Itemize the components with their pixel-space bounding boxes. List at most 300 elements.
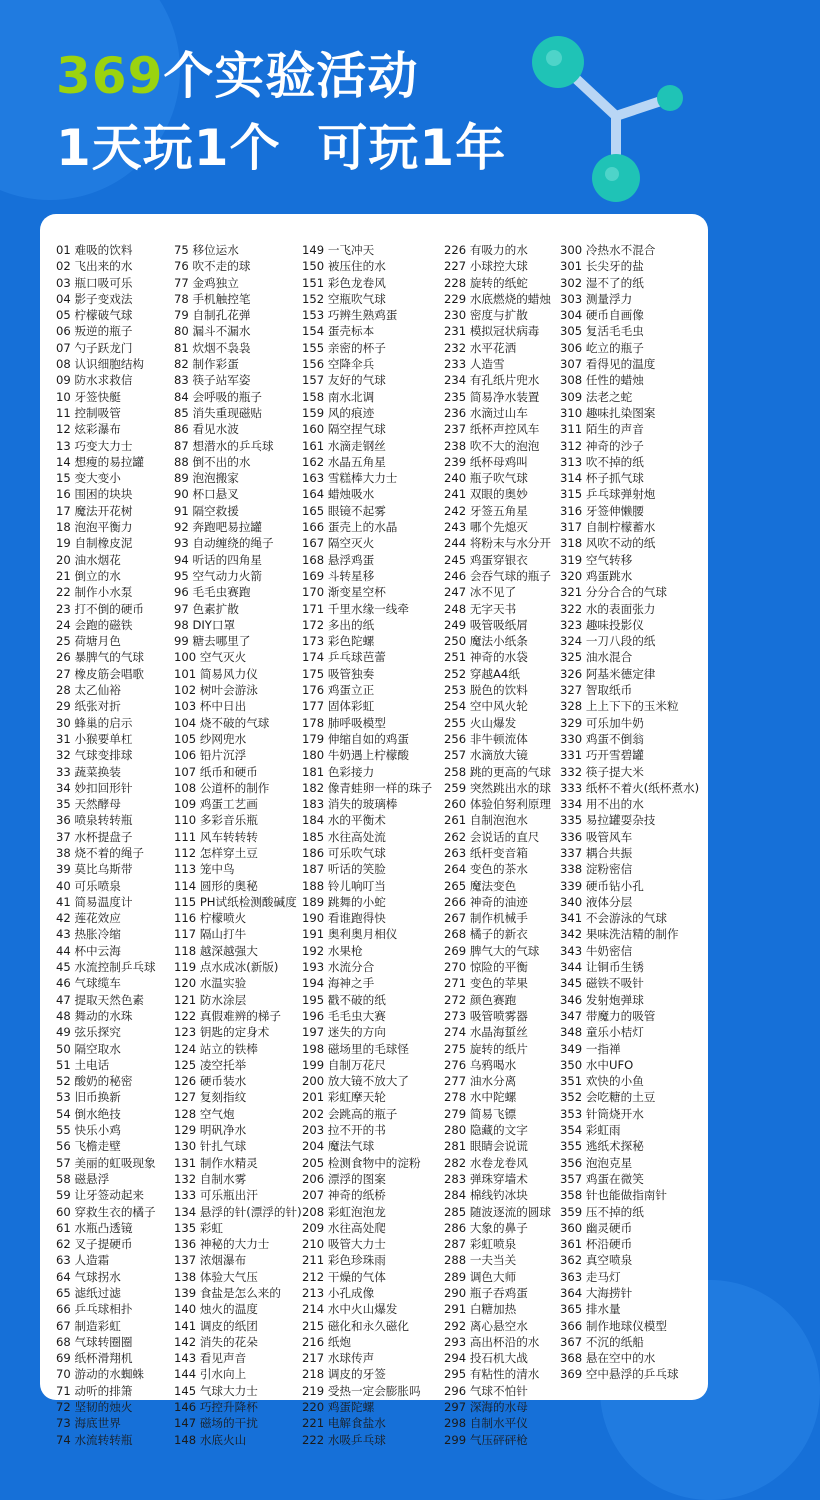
experiment-item: 353 针筒烧开水 [560, 1106, 644, 1121]
experiment-item: 203 拉不开的书 [302, 1123, 386, 1138]
experiment-item: 79 自制孔花弹 [174, 308, 251, 323]
experiment-item: 291 白糖加热 [444, 1302, 517, 1317]
experiment-item: 104 烧不破的气球 [174, 715, 270, 730]
experiment-item: 293 高出杯沿的水 [444, 1334, 540, 1349]
experiment-item: 107 纸币和硬币 [174, 764, 258, 779]
experiment-item: 300 冷热水不混合 [560, 243, 656, 257]
experiment-item: 37 水杯提盘子 [56, 829, 133, 844]
experiment-item: 39 莫比乌斯带 [56, 862, 133, 877]
experiment-item: 17 魔法开花树 [56, 503, 133, 518]
experiment-item: 165 眼镜不起雾 [302, 503, 386, 518]
experiment-item: 176 鸡蛋立正 [302, 683, 375, 698]
experiment-item: 350 水中UFO [560, 1057, 634, 1072]
experiment-item: 330 鸡蛋不倒翁 [560, 731, 644, 746]
experiment-item: 123 钥匙的定身术 [174, 1025, 270, 1040]
experiment-item: 206 漂浮的图案 [302, 1171, 386, 1186]
experiment-item: 38 烧不着的绳子 [56, 845, 145, 860]
experiment-item: 187 听话的笑脸 [302, 862, 386, 877]
experiment-item: 05 柠檬破气球 [56, 308, 133, 323]
experiment-item: 34 妙扣回形针 [56, 780, 133, 795]
experiment-item: 138 体验大气压 [174, 1269, 258, 1284]
experiment-column-2 [174, 242, 302, 1448]
experiment-item: 16 围困的块块 [56, 487, 133, 502]
experiment-item: 76 吹不走的球 [174, 259, 251, 274]
experiment-item: 132 自制水雾 [174, 1171, 247, 1186]
experiment-item: 110 多彩音乐瓶 [174, 813, 258, 828]
experiment-item: 170 渐变星空杯 [302, 585, 386, 600]
experiment-item: 331 巧开雪碧罐 [560, 748, 644, 763]
experiment-item: 307 看得见的温度 [560, 357, 656, 372]
experiment-item: 12 炫彩瀑布 [56, 422, 121, 437]
experiment-item: 75 移位运水 [174, 243, 239, 257]
experiment-item: 145 气球大力士 [174, 1383, 258, 1398]
experiment-item: 239 纸杯母鸡叫 [444, 454, 528, 469]
experiment-item: 152 空瓶吹气球 [302, 291, 386, 306]
experiment-item: 205 检测食物中的淀粉 [302, 1155, 421, 1170]
experiment-item: 45 水流控制乒乓球 [56, 960, 156, 975]
experiment-item: 317 自制柠檬蓄水 [560, 520, 656, 535]
experiment-item: 323 趣味投影仪 [560, 617, 644, 632]
experiment-item: 173 彩色陀螺 [302, 634, 375, 649]
experiment-item: 296 气球不怕针 [444, 1383, 528, 1398]
experiment-item: 320 鸡蛋跳水 [560, 568, 633, 583]
experiment-item: 71 动听的排箫 [56, 1383, 133, 1398]
experiment-item: 168 悬浮鸡蛋 [302, 552, 375, 567]
experiment-item: 258 跳的更高的气球 [444, 764, 551, 779]
experiment-item: 228 旋转的纸蛇 [444, 275, 528, 290]
experiment-item: 359 压不掉的纸 [560, 1204, 644, 1219]
experiment-item: 250 魔法小纸条 [444, 634, 528, 649]
experiment-item: 210 吸管大力士 [302, 1237, 386, 1252]
experiment-item: 61 水瓶凸透镜 [56, 1220, 133, 1235]
experiment-item: 98 DIY口罩 [174, 617, 236, 632]
experiment-item: 25 荷塘月色 [56, 634, 121, 649]
experiment-item: 204 魔法气球 [302, 1139, 375, 1154]
experiment-item: 356 泡泡克星 [560, 1155, 633, 1170]
experiment-item: 280 隐藏的文字 [444, 1123, 528, 1138]
experiment-item: 222 水吸乒乓球 [302, 1432, 386, 1447]
experiment-item: 301 长尖牙的盐 [560, 259, 644, 274]
experiment-item: 64 气球拐水 [56, 1269, 121, 1284]
experiment-item: 184 水的平衡术 [302, 813, 386, 828]
experiment-item: 220 鸡蛋陀螺 [302, 1400, 375, 1415]
experiment-item: 122 真假难辨的梯子 [174, 1008, 281, 1023]
experiment-item: 188 铃儿响叮当 [302, 878, 386, 893]
experiment-item: 249 吸管吸纸屑 [444, 617, 528, 632]
experiment-item: 130 针扎气球 [174, 1139, 247, 1154]
experiment-item: 109 鸡蛋工艺画 [174, 797, 258, 812]
experiment-item: 31 小猴要单杠 [56, 731, 133, 746]
experiment-item: 368 悬在空中的水 [560, 1351, 656, 1366]
experiment-item: 259 突然跳出水的球 [444, 780, 551, 795]
experiment-item: 310 趣味扎染图案 [560, 405, 656, 420]
experiment-item: 20 油水烟花 [56, 552, 121, 567]
experiment-item: 166 蛋壳上的水晶 [302, 520, 398, 535]
experiment-item: 154 蛋壳标本 [302, 324, 375, 339]
experiment-item: 361 杯沿硬币 [560, 1237, 633, 1252]
experiment-item: 33 蔬菜换装 [56, 764, 121, 779]
experiment-item: 21 倒立的水 [56, 568, 121, 583]
experiment-item: 214 水中火山爆发 [302, 1302, 398, 1317]
experiment-item: 06 叛逆的瓶子 [56, 324, 133, 339]
experiment-item: 260 体验伯努利原理 [444, 797, 551, 812]
experiment-item: 345 磁铁不吸针 [560, 976, 644, 991]
experiment-item: 144 引水向上 [174, 1367, 247, 1382]
headline-part-b: 可玩1年 [317, 119, 507, 177]
experiment-item: 115 PH试纸检测酸碱度 [174, 894, 297, 909]
experiment-item: 308 任性的蜡烛 [560, 373, 644, 388]
experiment-item: 82 制作彩蛋 [174, 357, 239, 372]
experiment-item: 226 有吸力的水 [444, 243, 528, 257]
experiment-item: 128 空气炮 [174, 1106, 235, 1121]
experiment-item: 114 圆形的奥秘 [174, 878, 258, 893]
experiment-item: 227 小球控大球 [444, 259, 528, 274]
experiment-item: 272 颜色赛跑 [444, 992, 517, 1007]
experiment-item: 207 神奇的纸桥 [302, 1188, 386, 1203]
experiment-item: 174 乒乓球芭蕾 [302, 650, 386, 665]
headline-part-a: 1天玩1个 [56, 119, 281, 177]
experiment-item: 273 吸管喷雾器 [444, 1008, 528, 1023]
experiment-item: 158 南水北调 [302, 389, 375, 404]
experiment-item: 60 穿救生衣的橘子 [56, 1204, 156, 1219]
experiment-item: 262 会说话的直尺 [444, 829, 540, 844]
experiment-item: 62 叉子提硬币 [56, 1237, 133, 1252]
experiment-item: 137 浓烟瀑布 [174, 1253, 247, 1268]
experiment-item: 169 斗转星移 [302, 568, 375, 583]
experiment-item: 103 杯中日出 [174, 699, 247, 714]
experiment-item: 72 坚韧的烛火 [56, 1400, 133, 1415]
experiment-item: 333 纸杯不着火(纸杯煮水) [560, 780, 700, 795]
experiment-item: 94 听话的四角星 [174, 552, 263, 567]
experiment-item: 312 神奇的沙子 [560, 438, 644, 453]
experiment-item: 326 阿基米德定律 [560, 666, 656, 681]
experiment-item: 342 果味洗洁精的制作 [560, 927, 679, 942]
experiment-item: 151 彩色龙卷风 [302, 275, 386, 290]
experiment-item: 255 火山爆发 [444, 715, 517, 730]
experiment-item: 343 牛奶密信 [560, 943, 633, 958]
experiment-item: 163 雪糕棒大力士 [302, 471, 398, 486]
experiment-item: 153 巧辨生熟鸡蛋 [302, 308, 398, 323]
experiment-item: 102 树叶会游泳 [174, 683, 258, 698]
experiment-item: 270 惊险的平衡 [444, 960, 528, 975]
experiment-item: 84 会呼吸的瓶子 [174, 389, 263, 404]
experiment-item: 190 看谁跑得快 [302, 911, 386, 926]
experiment-item: 211 彩色珍珠雨 [302, 1253, 386, 1268]
experiment-item: 215 磁化和永久磁化 [302, 1318, 409, 1333]
experiment-item: 69 纸杯滑翔机 [56, 1351, 133, 1366]
experiment-item: 290 瓶子吞鸡蛋 [444, 1286, 528, 1300]
experiment-column-4 [444, 242, 551, 1448]
experiment-item: 369 空中悬浮的乒乓球 [560, 1367, 679, 1382]
experiment-item: 303 测量浮力 [560, 291, 633, 306]
experiment-item: 348 童乐小桔灯 [560, 1025, 644, 1040]
experiment-item: 341 不会游泳的气球 [560, 911, 667, 926]
experiment-item: 349 一指禅 [560, 1041, 621, 1056]
experiment-item: 87 想潜水的乒乓球 [174, 438, 274, 453]
experiment-item: 266 神奇的油迹 [444, 894, 528, 909]
experiment-item: 216 纸炮 [302, 1334, 352, 1349]
experiment-item: 01 难吸的饮料 [56, 243, 133, 257]
experiment-item: 133 可乐瓶出汗 [174, 1188, 258, 1203]
experiment-item: 139 食盐是怎么来的 [174, 1286, 281, 1300]
experiment-item: 263 纸杆变音箱 [444, 845, 528, 860]
experiment-item: 281 眼睛会说谎 [444, 1139, 528, 1154]
experiment-item: 202 会跳高的瓶子 [302, 1106, 398, 1121]
experiment-item: 234 有孔纸片兜水 [444, 373, 540, 388]
experiment-item: 355 逃纸术探秘 [560, 1139, 644, 1154]
experiment-item: 243 哪个先熄灭 [444, 520, 528, 535]
experiment-item: 212 干燥的气体 [302, 1269, 386, 1284]
experiment-item: 319 空气转移 [560, 552, 633, 567]
experiment-item: 230 密度与扩散 [444, 308, 528, 323]
experiment-item: 218 调皮的牙签 [302, 1367, 386, 1382]
experiment-item: 191 奥利奥月相仪 [302, 927, 398, 942]
experiment-item: 283 弹珠穿墙术 [444, 1171, 528, 1186]
experiment-item: 198 磁场里的毛球怪 [302, 1041, 409, 1056]
experiment-item: 221 电解食盐水 [302, 1416, 386, 1431]
experiment-item: 245 鸡蛋穿银衣 [444, 552, 528, 567]
experiment-item: 80 漏斗不漏水 [174, 324, 251, 339]
experiment-item: 159 风的痕迹 [302, 405, 375, 420]
experiment-item: 129 明矾净水 [174, 1123, 247, 1138]
experiment-item: 68 气球转圈圈 [56, 1334, 133, 1349]
experiment-item: 140 烛火的温度 [174, 1302, 258, 1317]
experiment-item: 106 铅片沉浮 [174, 748, 247, 763]
experiment-item: 35 天然酵母 [56, 797, 121, 812]
experiment-item: 194 海神之手 [302, 976, 375, 991]
experiment-item: 344 让铜币生锈 [560, 960, 644, 975]
experiment-column-1 [56, 242, 156, 1448]
experiment-item: 142 消失的花朵 [174, 1334, 258, 1349]
experiment-item: 91 隔空救援 [174, 503, 239, 518]
experiment-item: 246 会吞气球的瓶子 [444, 568, 551, 583]
experiment-item: 09 防水求救信 [56, 373, 133, 388]
experiment-item: 183 消失的玻璃棒 [302, 797, 398, 812]
experiment-item: 364 大海捞针 [560, 1286, 633, 1300]
experiment-item: 126 硬币装水 [174, 1074, 247, 1089]
headline-line-1 [56, 44, 506, 108]
experiment-item: 52 酸奶的秘密 [56, 1074, 133, 1089]
experiment-item: 181 色彩接力 [302, 764, 375, 779]
experiment-item: 18 泡泡平衡力 [56, 520, 133, 535]
experiment-item: 287 彩虹喷泉 [444, 1237, 517, 1252]
experiment-item: 354 彩虹雨 [560, 1123, 621, 1138]
experiment-item: 120 水温实验 [174, 976, 247, 991]
experiment-item: 315 乒乓球弹射炮 [560, 487, 656, 502]
page-header [56, 44, 506, 184]
experiment-item: 55 快乐小鸡 [56, 1123, 121, 1138]
experiment-item: 357 鸡蛋在微笑 [560, 1171, 644, 1186]
experiment-item: 41 简易温度计 [56, 894, 133, 909]
experiment-item: 231 模拟冠状病毒 [444, 324, 540, 339]
experiment-item: 294 投石机大战 [444, 1351, 528, 1366]
experiment-item: 336 吸管风车 [560, 829, 633, 844]
experiment-item: 196 毛毛虫大赛 [302, 1008, 386, 1023]
experiment-item: 112 怎样穿土豆 [174, 845, 258, 860]
experiment-item: 302 湿不了的纸 [560, 275, 644, 290]
experiment-item: 03 瓶口吸可乐 [56, 275, 133, 290]
experiment-item: 40 可乐喷泉 [56, 878, 121, 893]
experiment-item: 324 一刀八段的纸 [560, 634, 656, 649]
experiment-item: 81 炊烟不袅袅 [174, 340, 251, 355]
experiment-item: 325 油水混合 [560, 650, 633, 665]
experiment-item: 248 无字天书 [444, 601, 517, 616]
experiment-item: 99 糖去哪里了 [174, 634, 251, 649]
experiment-item: 299 气压砰砰枪 [444, 1432, 528, 1447]
experiment-list-card [40, 214, 708, 1447]
experiment-item: 314 杯子抓气球 [560, 471, 644, 486]
experiment-item: 164 蜡烛吸水 [302, 487, 375, 502]
experiment-item: 93 自动缠绕的绳子 [174, 536, 274, 551]
experiment-item: 288 一夫当关 [444, 1253, 517, 1268]
experiment-item: 58 磁悬浮 [56, 1171, 110, 1186]
experiment-item: 23 打不倒的硬币 [56, 601, 145, 616]
experiment-item: 200 放大镜不放大了 [302, 1074, 409, 1089]
experiment-item: 30 蜂巢的启示 [56, 715, 133, 730]
experiment-item: 305 复活毛毛虫 [560, 324, 644, 339]
experiment-item: 367 不沉的纸船 [560, 1334, 644, 1349]
experiment-item: 257 水滴放大镜 [444, 748, 528, 763]
experiment-item: 177 固体彩虹 [302, 699, 375, 714]
experiment-item: 242 牙签五角星 [444, 503, 528, 518]
experiment-item: 146 巧控升降杯 [174, 1400, 258, 1415]
experiment-item: 11 控制吸管 [56, 405, 121, 420]
experiment-item: 199 自制万花尺 [302, 1057, 386, 1072]
experiment-item: 256 非牛顿流体 [444, 731, 528, 746]
headline-line-2 [56, 112, 506, 184]
experiment-item: 179 伸缩自如的鸡蛋 [302, 731, 409, 746]
experiment-item: 360 幽灵硬币 [560, 1220, 633, 1235]
experiment-item: 04 影子变戏法 [56, 291, 133, 306]
experiment-item: 175 吸管独奏 [302, 666, 375, 681]
experiment-item: 351 欢快的小鱼 [560, 1074, 644, 1089]
experiment-item: 07 勺子跃龙门 [56, 340, 133, 355]
experiment-item: 285 随波逐流的圆球 [444, 1204, 551, 1219]
experiment-item: 119 点水成冰(新版) [174, 960, 279, 975]
experiment-item: 238 吹不大的泡泡 [444, 438, 540, 453]
experiment-item: 78 手机触控笔 [174, 291, 251, 306]
experiment-item: 232 水平花洒 [444, 340, 517, 355]
experiment-item: 46 气球缆车 [56, 976, 121, 991]
experiment-item: 22 制作小水泵 [56, 585, 133, 600]
experiment-item: 08 认识细胞结构 [56, 357, 145, 372]
experiment-item: 67 制造彩虹 [56, 1318, 121, 1333]
experiment-item: 275 旋转的纸片 [444, 1041, 528, 1056]
experiment-item: 233 人造雪 [444, 357, 505, 372]
experiment-item: 85 消失重现磁贴 [174, 405, 263, 420]
experiment-item: 70 游动的水蜘蛛 [56, 1367, 145, 1382]
experiment-item: 136 神秘的大力士 [174, 1237, 270, 1252]
experiment-item: 268 橘子的新衣 [444, 927, 528, 942]
experiment-item: 161 水滴走钢丝 [302, 438, 386, 453]
experiment-item: 265 魔法变色 [444, 878, 517, 893]
experiment-item: 311 陌生的声音 [560, 422, 644, 437]
experiment-item: 332 筷子提大米 [560, 764, 644, 779]
experiment-item: 193 水流分合 [302, 960, 375, 975]
experiment-item: 195 戳不破的纸 [302, 992, 386, 1007]
experiment-item: 313 吹不掉的纸 [560, 454, 644, 469]
experiment-item: 88 倒不出的水 [174, 454, 251, 469]
experiment-item: 118 越深越强大 [174, 943, 258, 958]
experiment-item: 92 奔跑吧易拉罐 [174, 520, 263, 535]
experiment-item: 157 友好的气球 [302, 373, 386, 388]
experiment-item: 192 水果枪 [302, 943, 363, 958]
experiment-item: 124 站立的铁棒 [174, 1041, 258, 1056]
experiment-item: 127 复刻指纹 [174, 1090, 247, 1105]
experiment-item: 321 分分合合的气球 [560, 585, 667, 600]
experiment-item: 100 空气灭火 [174, 650, 247, 665]
experiment-item: 10 牙签快艇 [56, 389, 121, 404]
experiment-item: 90 杯口悬叉 [174, 487, 239, 502]
experiment-item: 49 弦乐探究 [56, 1025, 121, 1040]
experiment-item: 252 穿越A4纸 [444, 666, 520, 681]
experiment-item: 131 制作水精灵 [174, 1155, 258, 1170]
experiment-item: 282 水卷龙卷风 [444, 1155, 528, 1170]
experiment-item: 289 调色大师 [444, 1269, 517, 1284]
experiment-item: 271 变色的苹果 [444, 976, 528, 991]
experiment-columns [54, 242, 706, 1447]
experiment-item: 150 被压住的水 [302, 259, 386, 274]
experiment-item: 295 有粘性的清水 [444, 1367, 540, 1382]
experiment-item: 15 变大变小 [56, 471, 121, 486]
experiment-item: 286 大象的鼻子 [444, 1220, 528, 1235]
experiment-item: 306 屹立的瓶子 [560, 340, 644, 355]
experiment-item: 251 神奇的水袋 [444, 650, 528, 665]
experiment-item: 89 泡泡搬家 [174, 471, 239, 486]
experiment-item: 101 简易风力仪 [174, 666, 258, 681]
experiment-item: 125 凌空托举 [174, 1057, 247, 1072]
experiment-item: 328 上上下下的玉米粒 [560, 699, 679, 714]
experiment-item: 59 让牙签动起来 [56, 1188, 145, 1203]
experiment-item: 172 多出的纸 [302, 617, 375, 632]
experiment-item: 304 硬币自画像 [560, 308, 644, 323]
experiment-item: 83 筷子站军姿 [174, 373, 251, 388]
experiment-item: 160 隔空捏气球 [302, 422, 386, 437]
experiment-item: 56 飞檐走壁 [56, 1139, 121, 1154]
experiment-item: 147 磁场的干扰 [174, 1416, 258, 1431]
experiment-item: 66 乒乓球相扑 [56, 1302, 133, 1317]
experiment-item: 14 想瘦的易拉罐 [56, 454, 145, 469]
experiment-item: 267 制作机械手 [444, 911, 528, 926]
experiment-item: 156 空降伞兵 [302, 357, 375, 372]
experiment-item: 279 简易飞镖 [444, 1106, 517, 1121]
experiment-item: 276 乌鸦喝水 [444, 1057, 517, 1072]
experiment-item: 318 风吹不动的纸 [560, 536, 656, 551]
experiment-item: 186 可乐吹气球 [302, 845, 386, 860]
experiment-item: 284 棉线钓冰块 [444, 1188, 528, 1203]
experiment-item: 19 自制橡皮泥 [56, 536, 133, 551]
experiment-item: 47 提取天然色素 [56, 992, 145, 1007]
experiment-item: 53 旧币换新 [56, 1090, 121, 1105]
experiment-item: 297 深海的水母 [444, 1400, 528, 1415]
headline-number: 369 [56, 47, 164, 105]
experiment-item: 48 舞动的水珠 [56, 1008, 133, 1023]
experiment-column-5 [560, 242, 699, 1383]
experiment-item: 141 调皮的纸团 [174, 1318, 258, 1333]
experiment-item: 253 脱色的饮料 [444, 683, 528, 698]
experiment-item: 32 气球变排球 [56, 748, 133, 763]
experiment-item: 362 真空喷泉 [560, 1253, 633, 1268]
experiment-item: 117 隔山打牛 [174, 927, 247, 942]
experiment-item: 36 喷泉转转瓶 [56, 813, 133, 828]
experiment-item: 121 防水涂层 [174, 992, 247, 1007]
experiment-item: 352 会吃糖的土豆 [560, 1090, 656, 1105]
experiment-item: 97 色素扩散 [174, 601, 239, 616]
experiment-item: 236 水滴过山车 [444, 405, 528, 420]
experiment-item: 180 牛奶遇上柠檬酸 [302, 748, 409, 763]
experiment-item: 346 发射炮弹球 [560, 992, 644, 1007]
experiment-item: 247 冰不见了 [444, 585, 517, 600]
